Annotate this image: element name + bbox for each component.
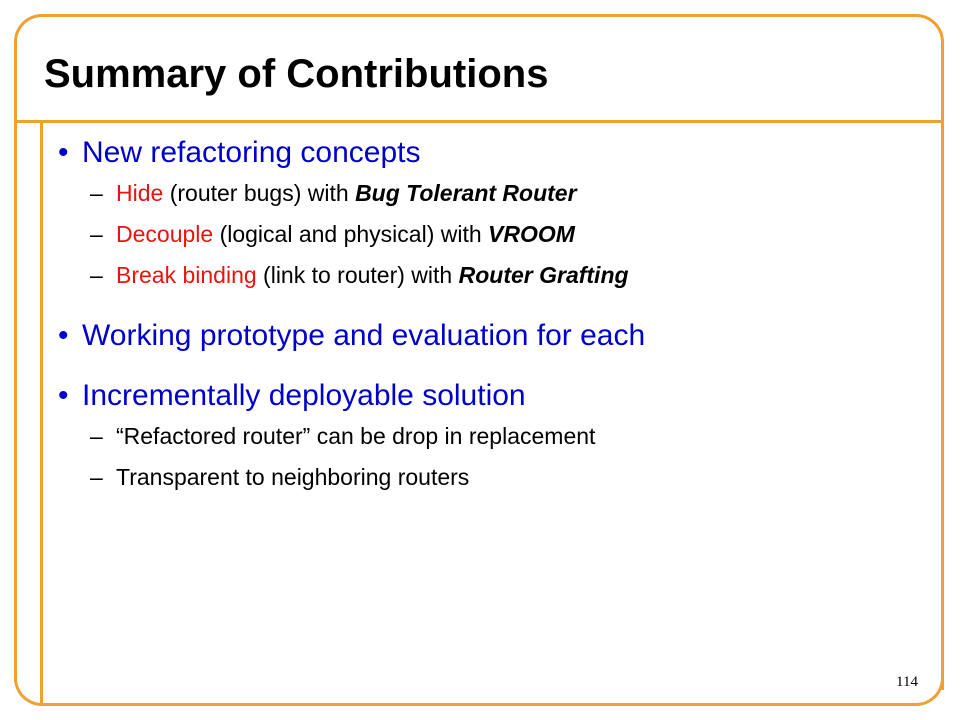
slide-frame-bottom (14, 470, 944, 706)
dash-icon: – (90, 423, 103, 449)
sub-item-emphasis: VROOM (488, 221, 575, 247)
sub-item (58, 423, 928, 464)
sub-item-text: (link to router) with (256, 262, 459, 288)
sub-item-emphasis: Router Grafting (458, 262, 629, 288)
sub-item-highlight: Hide (116, 180, 164, 206)
sub-item-text: (logical and physical) with (213, 221, 489, 247)
bullet-text: Incrementally deployable solution (82, 379, 526, 412)
sub-item-text: (router bugs) with (163, 180, 356, 206)
slide-frame-left-lower (14, 122, 17, 682)
sub-item (58, 262, 928, 303)
sub-item (58, 464, 928, 505)
sub-item-emphasis: Bug Tolerant Router (355, 180, 577, 206)
bullet-item (58, 319, 928, 363)
dash-icon: – (90, 221, 103, 247)
sub-item-highlight: Decouple (116, 221, 214, 247)
sub-item-text: “Refactored router” can be drop in replacement (116, 423, 596, 449)
bullet-text: New refactoring concepts (82, 136, 421, 169)
bullet-icon: • (58, 379, 69, 412)
bullet-text: Working prototype and evaluation for each (82, 319, 646, 352)
page-number: 114 (896, 674, 918, 690)
sub-item (58, 180, 928, 221)
slide-frame-left (14, 40, 17, 122)
sub-item-text: Transparent to neighboring routers (116, 464, 470, 490)
spacer (58, 363, 928, 379)
bullet-icon: • (58, 136, 69, 169)
spacer (58, 303, 928, 319)
sub-item (58, 221, 928, 262)
slide-body (58, 136, 928, 505)
slide-title: Summary of Contributions (44, 52, 549, 96)
bullet-icon: • (58, 319, 69, 352)
sub-item-highlight: Break binding (116, 262, 257, 288)
dash-icon: – (90, 464, 103, 490)
bullet-item (58, 136, 928, 180)
bullet-item (58, 379, 928, 423)
dash-icon: – (90, 180, 103, 206)
title-divider (14, 120, 944, 123)
dash-icon: – (90, 262, 103, 288)
left-margin-rule (40, 120, 43, 706)
